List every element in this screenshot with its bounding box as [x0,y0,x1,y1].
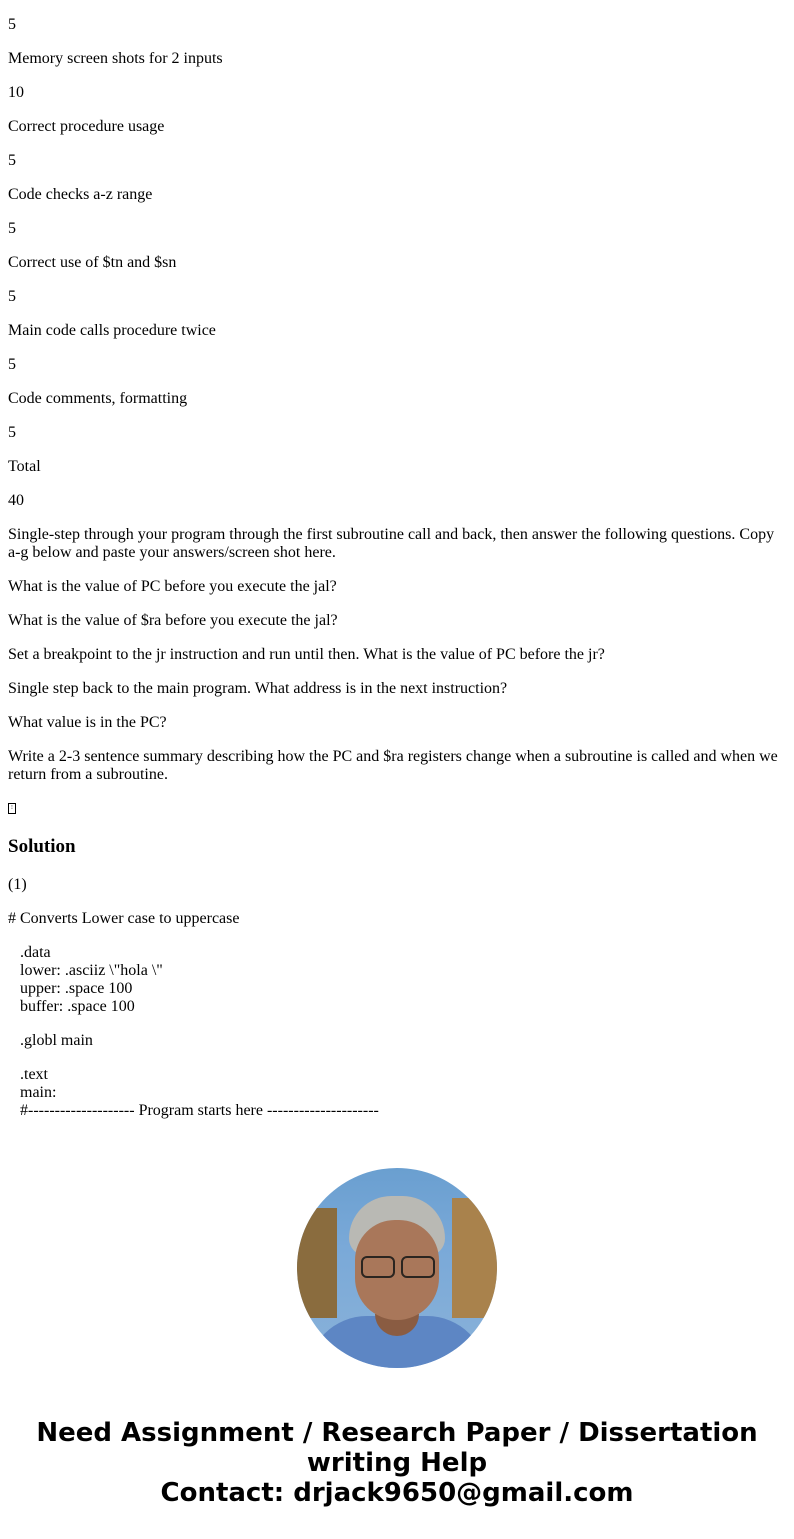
document-body [0,16,794,1120]
question-b: What is the value of $ra before you execute the jal? [8,612,338,629]
rubric-criterion: Correct use of $tn and $sn [8,254,177,271]
contact-email: Contact: drjack9650@gmail.com [160,1478,634,1508]
code-line: upper: .space 100 [20,980,133,997]
code-text-block [8,1066,786,1120]
code-line: #-------------------- Program starts here --------------------- [20,1102,379,1119]
code-line: buffer: .space 100 [20,998,135,1015]
author-avatar [297,1168,497,1368]
question-c: Set a breakpoint to the jr instruction and run until then. What is the value of PC before the jr? [8,646,605,663]
solution-heading: Solution [8,836,76,857]
rubric-value: 5 [8,152,16,169]
code-line: lower: .asciiz \"hola \" [20,962,163,979]
rubric-value: 5 [8,356,16,373]
question-f: Write a 2-3 sentence summary describing how the PC and $ra registers change when a subroutine is called and when we return from a subroutine. [8,748,778,783]
code-line: .globl main [20,1032,93,1049]
rubric-criterion: Main code calls procedure twice [8,322,216,339]
rubric-criterion: Code comments, formatting [8,390,188,407]
question-e: What value is in the PC? [8,714,167,731]
rubric-value: 5 [8,220,16,237]
missing-glyph-icon: ⁝ [8,800,786,818]
promo-footer [0,1168,794,1508]
rubric-total-label: Total [8,458,41,475]
rubric-value: 10 [8,84,24,101]
code-data-block [8,944,786,1016]
instructions-text: Single-step through your program through the first subroutine call and back, then answer the following questions. Copy a-g below and paste your answers/screen shot here. [8,526,775,561]
promo-banner [0,1418,794,1508]
code-comment: # Converts Lower case to uppercase [8,910,240,927]
rubric-criterion: Code checks a-z range [8,186,153,203]
question-d: Single step back to the main program. What address is in the next instruction? [8,680,508,697]
rubric-value: 5 [8,424,16,441]
code-line: .data [20,944,51,961]
rubric-value: 5 [8,16,16,33]
promo-line: writing Help [306,1448,488,1478]
rubric-value: 5 [8,288,16,305]
promo-line: Need Assignment / Research Paper / Dissertation [36,1418,758,1448]
rubric-criterion: Memory screen shots for 2 inputs [8,50,223,67]
code-line: .text [20,1066,48,1083]
rubric-criterion: Correct procedure usage [8,118,165,135]
question-a: What is the value of PC before you execute the jal? [8,578,337,595]
rubric-total-value: 40 [8,492,24,509]
code-line: main: [20,1084,57,1101]
code-globl-block [8,1032,786,1050]
solution-part-label: (1) [8,876,27,893]
